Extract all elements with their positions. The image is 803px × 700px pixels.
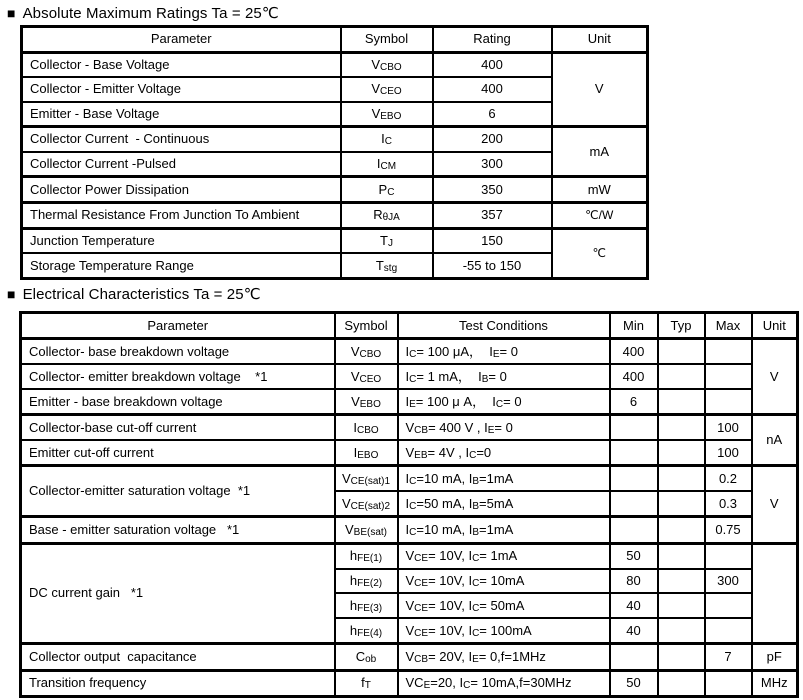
section-title-electrical-characteristics [7,285,261,303]
min-cell: 400 [610,364,658,389]
table-row [21,339,798,365]
symbol-cell: $V_{CEO}$ [341,77,433,101]
max-cell: 300 [705,569,752,594]
max-cell: 0.2 [705,466,752,492]
max-cell [705,618,752,644]
table-row [21,670,798,696]
param-cell: Base - emitter saturation voltage *1 [21,517,335,543]
rating-cell: 300 [433,152,552,177]
unit-cell: V [752,466,798,543]
param-cell: Storage Temperature Range [22,253,341,278]
typ-cell [658,466,705,492]
max-cell: 0.3 [705,491,752,517]
cond-cell: $V_{EB}= 4V$ , $I_C=0$ [398,440,610,466]
symbol-cell: $V_{EBO}$ [335,389,398,415]
rating-cell: 357 [433,203,552,229]
unit-cell: mA [552,127,648,177]
col-header-parameter: Parameter [22,27,341,53]
param-cell: Collector - Base Voltage [22,52,341,77]
section-title-absolute-maximum-ratings [7,4,279,22]
unit-cell: V [752,339,798,415]
section-title-text: Absolute Maximum Ratings Ta = 25℃ [22,5,279,22]
cond-cell: $I_C= 1$ mA， $I_B= 0$ [398,364,610,389]
unit-cell: nA [752,415,798,466]
section-title-text: Electrical Characteristics Ta = 25℃ [22,286,261,303]
header-row [21,313,798,339]
symbol-cell: $I_{EBO}$ [335,440,398,466]
unit-cell: ℃/W [552,203,648,229]
unit-cell [752,543,798,644]
symbol-cell: $T_{stg}$ [341,253,433,278]
cond-cell: $I_C=10$ mA, $I_B=1mA$ [398,517,610,543]
typ-cell [658,569,705,594]
cond-cell: $VC_E=20$, $I_C= 10mA,f=30MHz$ [398,670,610,696]
rating-cell: 200 [433,127,552,152]
max-cell [705,543,752,569]
table-row [21,364,798,389]
param-cell: Emitter cut-off current [21,440,335,466]
symbol-cell: $V_{CEO}$ [335,364,398,389]
symbol-cell: $I_{CBO}$ [335,415,398,441]
cond-cell: $I_C=50$ mA, $I_B=5mA$ [398,491,610,517]
cond-cell: $I_E= 100$ μ A， $I_C= 0$ [398,389,610,415]
rating-cell: 350 [433,177,552,203]
max-cell [705,670,752,696]
param-cell: Emitter - Base Voltage [22,102,341,127]
table-row [22,177,648,203]
min-cell [610,415,658,441]
param-cell: Collector-base cut-off current [21,415,335,441]
symbol-cell: $V_{CE(sat)2}$ [335,491,398,517]
electrical-characteristics-table [19,311,799,698]
symbol-cell: $I_{CM}$ [341,152,433,177]
rating-cell: -55 to 150 [433,253,552,278]
cond-cell: $V_{CE}= 10V$, $I_C= 50mA$ [398,593,610,618]
max-cell: 0.75 [705,517,752,543]
cond-cell: $V_{CE}= 10V$, $I_C= 100mA$ [398,618,610,644]
min-cell [610,440,658,466]
param-cell: Collector Current -Pulsed [22,152,341,177]
table-row [21,415,798,441]
rating-cell: 6 [433,102,552,127]
table-row [22,228,648,253]
symbol-cell: $P_C$ [341,177,433,203]
unit-cell: ℃ [552,228,648,278]
cond-cell: $V_{CB}= 400$ V , $I_E= 0$ [398,415,610,441]
param-cell: DC current gain *1 [21,543,335,644]
cond-cell: $I_C= 100$ μA， $I_E= 0$ [398,339,610,365]
max-cell [705,364,752,389]
cond-cell: $I_C=10$ mA, $I_B=1mA$ [398,466,610,492]
symbol-cell: $T_J$ [341,228,433,253]
symbol-cell: $h_{FE(1)}$ [335,543,398,569]
col-header-typ: Typ [658,313,705,339]
absolute-maximum-ratings-table [20,25,649,280]
param-cell: Emitter - base breakdown voltage [21,389,335,415]
max-cell: 7 [705,644,752,670]
table-row [21,389,798,415]
typ-cell [658,644,705,670]
symbol-cell: $h_{FE(4)}$ [335,618,398,644]
unit-cell: pF [752,644,798,670]
typ-cell [658,543,705,569]
min-cell: 80 [610,569,658,594]
col-header-unit: Unit [552,27,648,53]
min-cell [610,466,658,492]
min-cell: 6 [610,389,658,415]
table-row [22,203,648,229]
col-header-rating: Rating [433,27,552,53]
typ-cell [658,415,705,441]
typ-cell [658,389,705,415]
min-cell: 40 [610,618,658,644]
param-cell: Collector Current - Continuous [22,127,341,152]
header-row [22,27,648,53]
symbol-cell: $V_{CBO}$ [335,339,398,365]
min-cell [610,644,658,670]
typ-cell [658,364,705,389]
cond-cell: $V_{CB}= 20V$, $I_E= 0,f=1MHz$ [398,644,610,670]
symbol-cell: $h_{FE(2)}$ [335,569,398,594]
symbol-cell: $V_{CE(sat)1}$ [335,466,398,492]
min-cell [610,517,658,543]
typ-cell [658,593,705,618]
table-row [22,52,648,77]
max-cell [705,389,752,415]
cond-cell: $V_{CE}= 10V$, $I_C= 10mA$ [398,569,610,594]
rating-cell: 400 [433,77,552,101]
table-row [21,644,798,670]
max-cell: 100 [705,415,752,441]
symbol-cell: $R_{\theta JA}$ [341,203,433,229]
col-header-symbol: Symbol [341,27,433,53]
symbol-cell: $V_{BE(sat)}$ [335,517,398,543]
col-header-symbol: Symbol [335,313,398,339]
table-row [21,440,798,466]
table-row [21,466,798,492]
min-cell [610,491,658,517]
table-row [21,517,798,543]
param-cell: Collector-emitter saturation voltage *1 [21,466,335,517]
typ-cell [658,491,705,517]
rating-cell: 150 [433,228,552,253]
symbol-cell: $V_{CBO}$ [341,52,433,77]
symbol-cell: $I_C$ [341,127,433,152]
cond-cell: $V_{CE}= 10V$, $I_C= 1mA$ [398,543,610,569]
unit-cell: mW [552,177,648,203]
param-cell: Thermal Resistance From Junction To Ambient [22,203,341,229]
col-header-min: Min [610,313,658,339]
param-cell: Transition frequency [21,670,335,696]
param-cell: Collector output capacitance [21,644,335,670]
symbol-cell: $C_{ob}$ [335,644,398,670]
unit-cell: V [552,52,648,126]
section-marker-icon: ■ [7,286,16,302]
param-cell: Collector- base breakdown voltage [21,339,335,365]
col-header-max: Max [705,313,752,339]
section-marker-icon: ■ [7,5,16,21]
col-header-test-conditions: Test Conditions [398,313,610,339]
max-cell [705,593,752,618]
table-row [22,127,648,152]
max-cell [705,339,752,365]
rating-cell: 400 [433,52,552,77]
symbol-cell: $V_{EBO}$ [341,102,433,127]
symbol-cell: $h_{FE(3)}$ [335,593,398,618]
param-cell: Collector- emitter breakdown voltage *1 [21,364,335,389]
max-cell: 100 [705,440,752,466]
typ-cell [658,618,705,644]
col-header-parameter: Parameter [21,313,335,339]
typ-cell [658,339,705,365]
typ-cell [658,440,705,466]
symbol-cell: $f_T$ [335,670,398,696]
col-header-unit: Unit [752,313,798,339]
min-cell: 50 [610,543,658,569]
param-cell: Collector - Emitter Voltage [22,77,341,101]
min-cell: 400 [610,339,658,365]
min-cell: 40 [610,593,658,618]
min-cell: 50 [610,670,658,696]
unit-cell: MHz [752,670,798,696]
param-cell: Collector Power Dissipation [22,177,341,203]
typ-cell [658,670,705,696]
typ-cell [658,517,705,543]
param-cell: Junction Temperature [22,228,341,253]
table-row [21,543,798,569]
